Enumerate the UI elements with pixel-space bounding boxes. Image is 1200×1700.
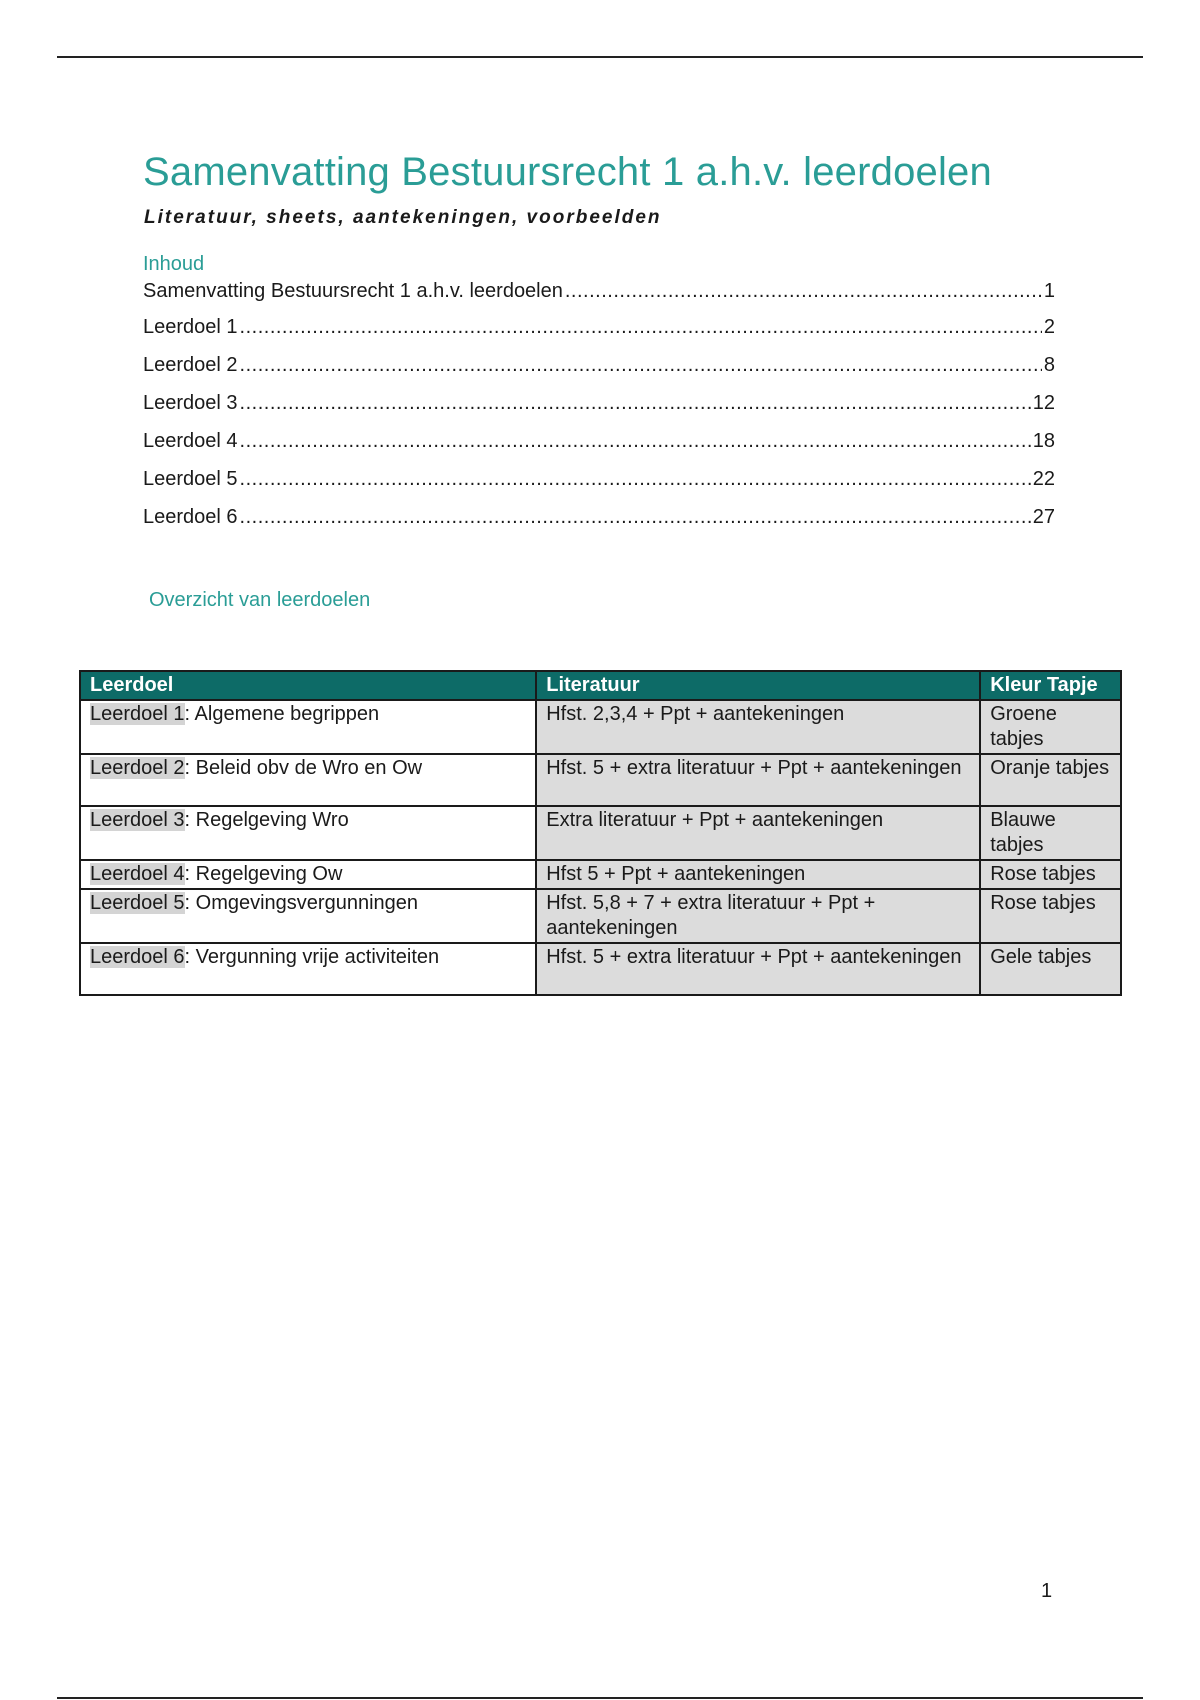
tab-color-cell: Oranje tabjes <box>980 754 1121 806</box>
toc-leader-dots <box>565 280 1042 303</box>
literature-cell: Hfst. 5,8 + 7 + extra literatuur + Ppt + aantekeningen <box>536 889 980 943</box>
table-row <box>80 943 1121 995</box>
goal-cell <box>80 754 536 806</box>
toc-entry-page: 12 <box>1032 392 1055 414</box>
goal-text: Algemene begrippen <box>190 703 380 725</box>
goal-separator: : <box>184 809 191 831</box>
top-rule <box>57 56 1143 58</box>
tab-color-cell: Groene tabjes <box>980 700 1121 754</box>
goal-text: Regelgeving Wro <box>190 809 349 831</box>
table-row <box>80 754 1121 806</box>
learning-goals-table <box>79 670 1122 996</box>
goal-separator: : <box>184 946 191 968</box>
toc-entry[interactable] <box>143 506 1055 544</box>
toc-entry-page: 1 <box>1043 280 1055 302</box>
goal-label: Leerdoel 4 <box>90 863 185 885</box>
table-row <box>80 889 1121 943</box>
goal-separator: : <box>184 757 191 779</box>
goal-cell <box>80 806 536 860</box>
toc-entry-label: Leerdoel 1 <box>143 316 238 338</box>
toc-leader-dots <box>240 354 1042 377</box>
toc-entry[interactable] <box>143 430 1055 468</box>
toc-leader-dots <box>240 468 1031 491</box>
toc-entry-page: 27 <box>1032 506 1055 528</box>
goal-separator: : <box>184 703 191 725</box>
table-row <box>80 700 1121 754</box>
bottom-rule <box>57 1697 1143 1699</box>
table-row <box>80 806 1121 860</box>
document-title: Samenvatting Bestuursrecht 1 a.h.v. leerdoelen <box>143 150 992 194</box>
table-of-contents <box>143 280 1055 544</box>
goal-cell <box>80 943 536 995</box>
tab-color-cell: Rose tabjes <box>980 860 1121 889</box>
toc-entry-label: Leerdoel 4 <box>143 430 238 452</box>
toc-leader-dots <box>240 392 1031 415</box>
goal-label: Leerdoel 3 <box>90 809 185 831</box>
table-header-row <box>80 671 1121 700</box>
column-header-goal: Leerdoel <box>80 671 536 700</box>
tab-color-cell: Gele tabjes <box>980 943 1121 995</box>
column-header-literature: Literatuur <box>536 671 980 700</box>
tab-color-cell: Blauwe tabjes <box>980 806 1121 860</box>
goal-label: Leerdoel 2 <box>90 757 185 779</box>
goal-label: Leerdoel 6 <box>90 946 185 968</box>
toc-heading: Inhoud <box>143 253 205 275</box>
toc-entry[interactable] <box>143 468 1055 506</box>
toc-entry[interactable] <box>143 316 1055 354</box>
goal-cell <box>80 889 536 943</box>
toc-entry-page: 22 <box>1032 468 1055 490</box>
column-header-color: Kleur Tapje <box>980 671 1121 700</box>
toc-entry[interactable] <box>143 280 1055 316</box>
toc-entry-label: Leerdoel 5 <box>143 468 238 490</box>
page-number: 1 <box>1041 1580 1053 1602</box>
literature-cell: Hfst. 2,3,4 + Ppt + aantekeningen <box>536 700 980 754</box>
literature-cell: Hfst 5 + Ppt + aantekeningen <box>536 860 980 889</box>
toc-entry-page: 18 <box>1032 430 1055 452</box>
toc-entry-label: Leerdoel 2 <box>143 354 238 376</box>
toc-entry-page: 2 <box>1043 316 1055 338</box>
toc-leader-dots <box>240 430 1031 453</box>
goal-label: Leerdoel 5 <box>90 892 185 914</box>
toc-entry-label: Leerdoel 3 <box>143 392 238 414</box>
goal-separator: : <box>184 892 191 914</box>
toc-entry[interactable] <box>143 392 1055 430</box>
toc-entry[interactable] <box>143 354 1055 392</box>
goal-separator: : <box>184 863 191 885</box>
goal-text: Regelgeving Ow <box>190 863 343 885</box>
toc-leader-dots <box>240 506 1031 529</box>
goal-cell <box>80 860 536 889</box>
toc-entry-label: Leerdoel 6 <box>143 506 238 528</box>
toc-leader-dots <box>240 316 1042 339</box>
table-row <box>80 860 1121 889</box>
goal-cell <box>80 700 536 754</box>
literature-cell: Extra literatuur + Ppt + aantekeningen <box>536 806 980 860</box>
overview-heading: Overzicht van leerdoelen <box>149 589 371 611</box>
document-subtitle: Literatuur, sheets, aantekeningen, voorbeelden <box>144 207 662 228</box>
goal-text: Beleid obv de Wro en Ow <box>190 757 423 779</box>
goal-text: Omgevingsvergunningen <box>190 892 419 914</box>
literature-cell: Hfst. 5 + extra literatuur + Ppt + aantekeningen <box>536 754 980 806</box>
tab-color-cell: Rose tabjes <box>980 889 1121 943</box>
goal-text: Vergunning vrije activiteiten <box>190 946 440 968</box>
toc-entry-label: Samenvatting Bestuursrecht 1 a.h.v. leerdoelen <box>143 280 563 302</box>
toc-entry-page: 8 <box>1043 354 1055 376</box>
literature-cell: Hfst. 5 + extra literatuur + Ppt + aantekeningen <box>536 943 980 995</box>
goal-label: Leerdoel 1 <box>90 703 185 725</box>
